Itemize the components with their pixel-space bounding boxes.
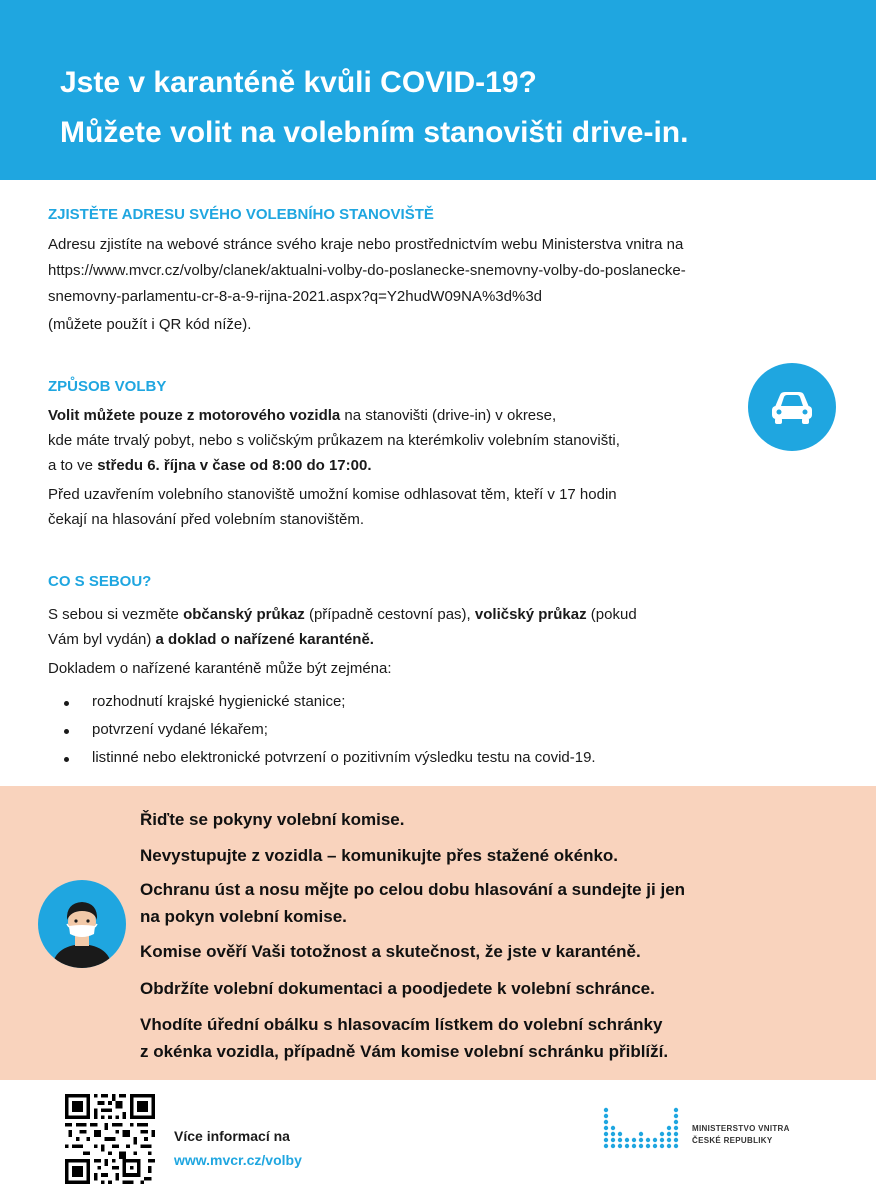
bring-text: (případně cestovní pas), (304, 606, 475, 623)
ministry-name-line2: ČESKÉ REPUBLIKY (692, 1136, 773, 1145)
method-line3 (48, 453, 372, 479)
section-heading-bring: CO S SEBOU? (48, 573, 152, 590)
method-line3-pre: a to ve (48, 457, 98, 474)
masked-person-icon (38, 880, 126, 968)
ministry-logo-icon (602, 1106, 682, 1154)
instruction-line: z okénka vozidla, případně Vám komise volební schránku přiblíží. (140, 1042, 669, 1061)
method-line2: kde máte trvalý pobyt, nebo s voličským průkazem na kterémkoliv volebním stanovišti, (48, 432, 620, 449)
bring-quarantine-doc: a doklad o nařízené karanténě. (155, 631, 374, 648)
bring-id-card: občanský průkaz (183, 606, 305, 623)
instruction-line: Komise ověří Vaši totožnost a skutečnost, že jste v karanténě. (140, 942, 641, 961)
more-info-label: Více informací na (174, 1128, 290, 1144)
method-closing-line1: Před uzavřením volebního stanoviště umožní komise odhlasovat těm, kteří v 17 hodin (48, 486, 617, 503)
bring-line2 (48, 627, 374, 653)
list-item: potvrzení vydané lékařem; (48, 716, 596, 744)
instruction-line: Nevystupujte z vozidla – komunikujte přes stažené okénko. (140, 846, 619, 865)
address-qr-note: (můžete použít i QR kód níže). (48, 316, 252, 333)
instruction-line: Vhodíte úřední obálku s hlasovacím lístkem do volební schránky (140, 1015, 663, 1034)
address-text-line1: Adresu zjistíte na webové stránce svého kraje nebo prostřednictvím webu Ministerstva vnitra na (48, 236, 684, 253)
quarantine-doc-list (48, 688, 596, 772)
instruction-line: Ochranu úst a nosu mějte po celou dobu hlasování a sundejte ji jen (140, 880, 686, 899)
method-line1-rest: na stanovišti (drive-in) v okrese, (340, 407, 557, 424)
bring-text: (pokud (586, 606, 637, 623)
instruction-line: Řiďte se pokyny volební komise. (140, 810, 405, 829)
page-title: Jste v karanténě kvůli COVID-19? (60, 66, 537, 99)
section-heading-method: ZPŮSOB VOLBY (48, 378, 167, 395)
more-info-link[interactable]: www.mvcr.cz/volby (174, 1152, 302, 1168)
method-line1 (48, 403, 556, 429)
address-url-line2[interactable]: snemovny-parlamentu-cr-8-a-9-rijna-2021.aspx?q=Y2hudW09NA%3d%3d (48, 288, 543, 305)
page-subtitle: Můžete volit na volebním stanovišti drive-in. (60, 116, 689, 149)
method-closing-line2: čekají na hlasování před volebním stanovištěm. (48, 511, 365, 528)
instruction-line: na pokyn volební komise. (140, 907, 347, 926)
bring-line3: Dokladem o nařízené karanténě může být zejména: (48, 660, 392, 677)
address-url-line1[interactable]: https://www.mvcr.cz/volby/clanek/aktualni-volby-do-poslanecke-snemovny-volby-do-poslanecke- (48, 262, 686, 279)
bring-line1 (48, 602, 637, 628)
qr-code[interactable] (60, 1094, 160, 1184)
method-date-time: středu 6. října v čase od 8:00 do 17:00. (97, 457, 372, 474)
bring-voter-card: voličský průkaz (474, 606, 587, 623)
list-item: listinné nebo elektronické potvrzení o pozitivním výsledku testu na covid-19. (48, 744, 596, 772)
instruction-line: Obdržíte volební dokumentaci a poodjedete k volební schránce. (140, 979, 655, 998)
bring-text: Vám byl vydán) (48, 631, 156, 648)
header-banner (0, 0, 876, 180)
method-vehicle-only: Volit můžete pouze z motorového vozidla (48, 407, 341, 424)
ministry-name-line1: MINISTERSTVO VNITRA (692, 1124, 790, 1133)
car-icon (748, 363, 836, 451)
list-item: rozhodnutí krajské hygienické stanice; (48, 688, 596, 716)
bring-text: S sebou si vezměte (48, 606, 184, 623)
section-heading-address: ZJISTĚTE ADRESU SVÉHO VOLEBNÍHO STANOVIŠTĚ (48, 206, 434, 223)
